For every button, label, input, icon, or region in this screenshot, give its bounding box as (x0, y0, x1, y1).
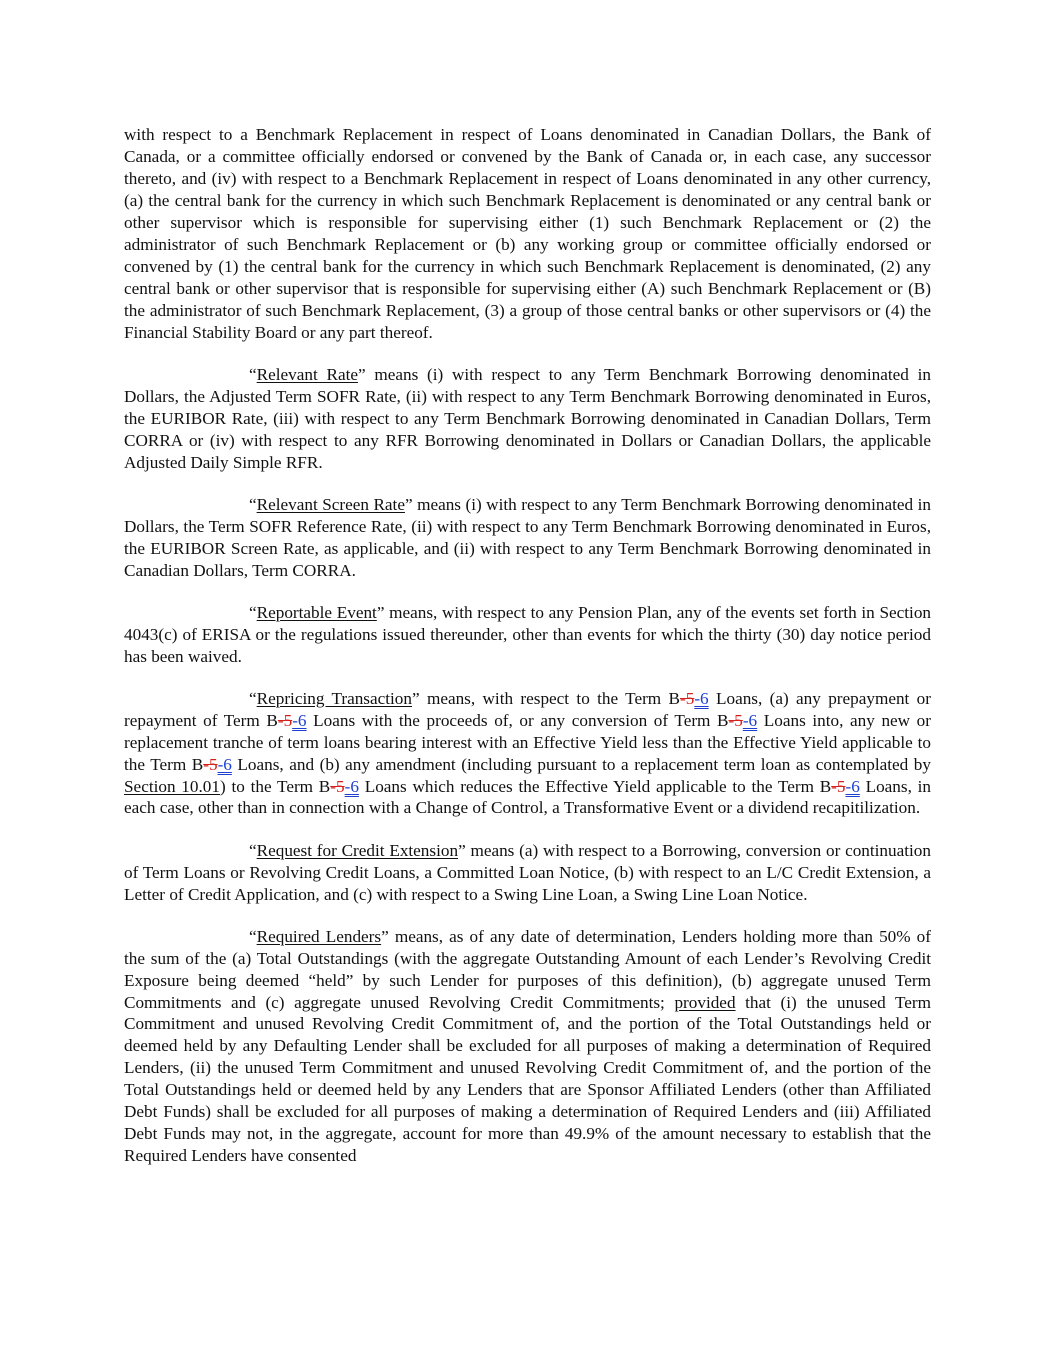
inserted-text: -6 (845, 776, 860, 796)
paragraph-relevant-screen-rate (124, 494, 931, 582)
text-run: Loans, and (b) any amendment (including pursuant to a replacement term loan as contemplated by (231, 754, 931, 774)
paragraph-body (124, 124, 931, 344)
document-page (124, 124, 931, 1187)
text-run: “ (249, 840, 257, 860)
defined-term: Request for Credit Extension (256, 840, 459, 860)
paragraph-relevant-rate (124, 364, 931, 474)
text-run: ” means, with respect to the Term B (411, 688, 680, 708)
inserted-text: -6 (344, 776, 359, 796)
deleted-text: -5 (728, 710, 743, 730)
text-run: Loans into, any new or replacement tranche of term loans bearing interest with an Effective Yield less than the Effective Yield applicable to the Term B (124, 710, 932, 774)
inserted-text: -6 (694, 688, 709, 708)
deleted-text: -5 (330, 776, 345, 796)
text-run: ) to the Term B (219, 776, 331, 796)
text-run: ” means, as of any date of determination, Lenders holding more than 50% of the sum of the (a) Total Outstandings (with the aggregate Outstanding Amount of each Lender’s Revolving Credit Exposure being deemed “held” by such Lender for purposes of this definition), (b) aggregate unused Term Commitments and (c) aggregate unused Revolving Credit Commitments; (124, 926, 931, 1012)
defined-term: Relevant Screen Rate (256, 494, 405, 514)
text-run: ” means (i) with respect to any Term Benchmark Borrowing denominated in Dollars, the Adjusted Term SOFR Rate, (ii) with respect to any Term Benchmark Borrowing denominated in Euros, the EURIBOR Rate, (iii) with respect to any Term Benchmark Borrowing denominated in Canadian Dollars, Term CORRA or (iv) with respect to any RFR Borrowing denominated in Dollars or Canadian Dollars, the applicable Adjusted Daily Simple RFR. (124, 364, 931, 472)
text-run: Loans, in each case, other than in connection with a Change of Control, a Transformative Event or a dividend recapitilization. (124, 776, 932, 818)
text-run: with respect to a Benchmark Replacement in respect of Loans denominated in Canadian Dollars, the Bank of Canada, or a committee officially endorsed or convened by the Bank of Canada or, in each case, any successor thereto, and (iv) with respect to a Benchmark Replacement in respect of Loans denominated in any other currency, (a) the central bank for the currency in which such Benchmark Replacement is denominated or any central bank or other supervisor which is responsible for supervising either (1) such Benchmark Replacement or (2) the administrator of such Benchmark Replacement or (b) any working group or committee officially endorsed or convened by (1) the central bank for the currency in which such Benchmark Replacement is denominated, (2) any central bank or other supervisor that is responsible for supervising either (A) such Benchmark Replacement or (B) the administrator of such Benchmark Replacement, (3) a group of those central banks or other supervisors or (4) the Financial Stability Board or any part thereof. (124, 125, 931, 342)
text-run: that (i) the unused Term Commitment and unused Revolving Credit Commitment of, and the portion of the Total Outstandings held or deemed held by any Defaulting Lender shall be excluded for all purposes of making a determination of Required Lenders, (ii) the unused Term Commitment and unused Revolving Credit Commitment of, and the portion of the Total Outstandings held or deemed held by any Lenders that are Sponsor Affiliated Lenders (other than Affiliated Debt Funds) shall be excluded for all purposes of making a determination of Required Lenders and (iii) Affiliated Debt Funds may not, in the aggregate, account for more than 49.9% of the amount necessary to establish that the Required Lenders have consented (124, 992, 931, 1166)
deleted-text: -5 (831, 776, 846, 796)
text-run: “ (249, 494, 257, 514)
text-run: “ (249, 688, 257, 708)
defined-term: Relevant Rate (256, 364, 358, 384)
text-run: “ (249, 926, 257, 946)
defined-term: Section 10.01 (124, 776, 220, 796)
defined-term: provided (674, 992, 736, 1012)
deleted-text: -5 (203, 754, 218, 774)
deleted-text: -5 (277, 710, 293, 730)
paragraph-reportable-event (124, 602, 931, 668)
text-run: “ (249, 602, 257, 622)
text-run: ” means (a) with respect to a Borrowing, conversion or continuation of Term Loans or Revolving Credit Loans, a Committed Loan Notice, (b) with respect to an L/C Credit Extension, a Letter of Credit Application, and (c) with respect to a Swing Line Loan, a Swing Line Loan Notice. (124, 840, 931, 904)
defined-term: Required Lenders (256, 926, 382, 946)
paragraph-request-for-credit-extension (124, 840, 931, 906)
defined-term: Reportable Event (256, 602, 377, 622)
text-run: Loans with the proceeds of, or any conversion of Term B (306, 710, 729, 730)
inserted-text: -6 (217, 754, 232, 774)
inserted-text: -6 (292, 710, 307, 730)
text-run: ” means, with respect to any Pension Plan, any of the events set forth in Section 4043(c) of ERISA or the regulations issued thereunder, other than events for which the thirty (30) day notice period has been waived. (124, 602, 932, 666)
text-run: Loans, (a) any prepayment or repayment of Term B (124, 688, 931, 730)
defined-term: Repricing Transaction (256, 688, 412, 708)
text-run: “ (249, 364, 257, 384)
paragraph-required-lenders (124, 926, 931, 1167)
paragraph-repricing-transaction (124, 688, 931, 820)
text-run: ” means (i) with respect to any Term Benchmark Borrowing denominated in Dollars, the Term SOFR Reference Rate, (ii) with respect to any Term Benchmark Borrowing denominated in Euros, the EURIBOR Screen Rate, as applicable, and (ii) with respect to any Term Benchmark Borrowing denominated in Canadian Dollars, Term CORRA. (124, 494, 932, 580)
deleted-text: -5 (679, 688, 695, 708)
inserted-text: -6 (742, 710, 758, 730)
text-run: Loans which reduces the Effective Yield applicable to the Term B (358, 776, 832, 796)
